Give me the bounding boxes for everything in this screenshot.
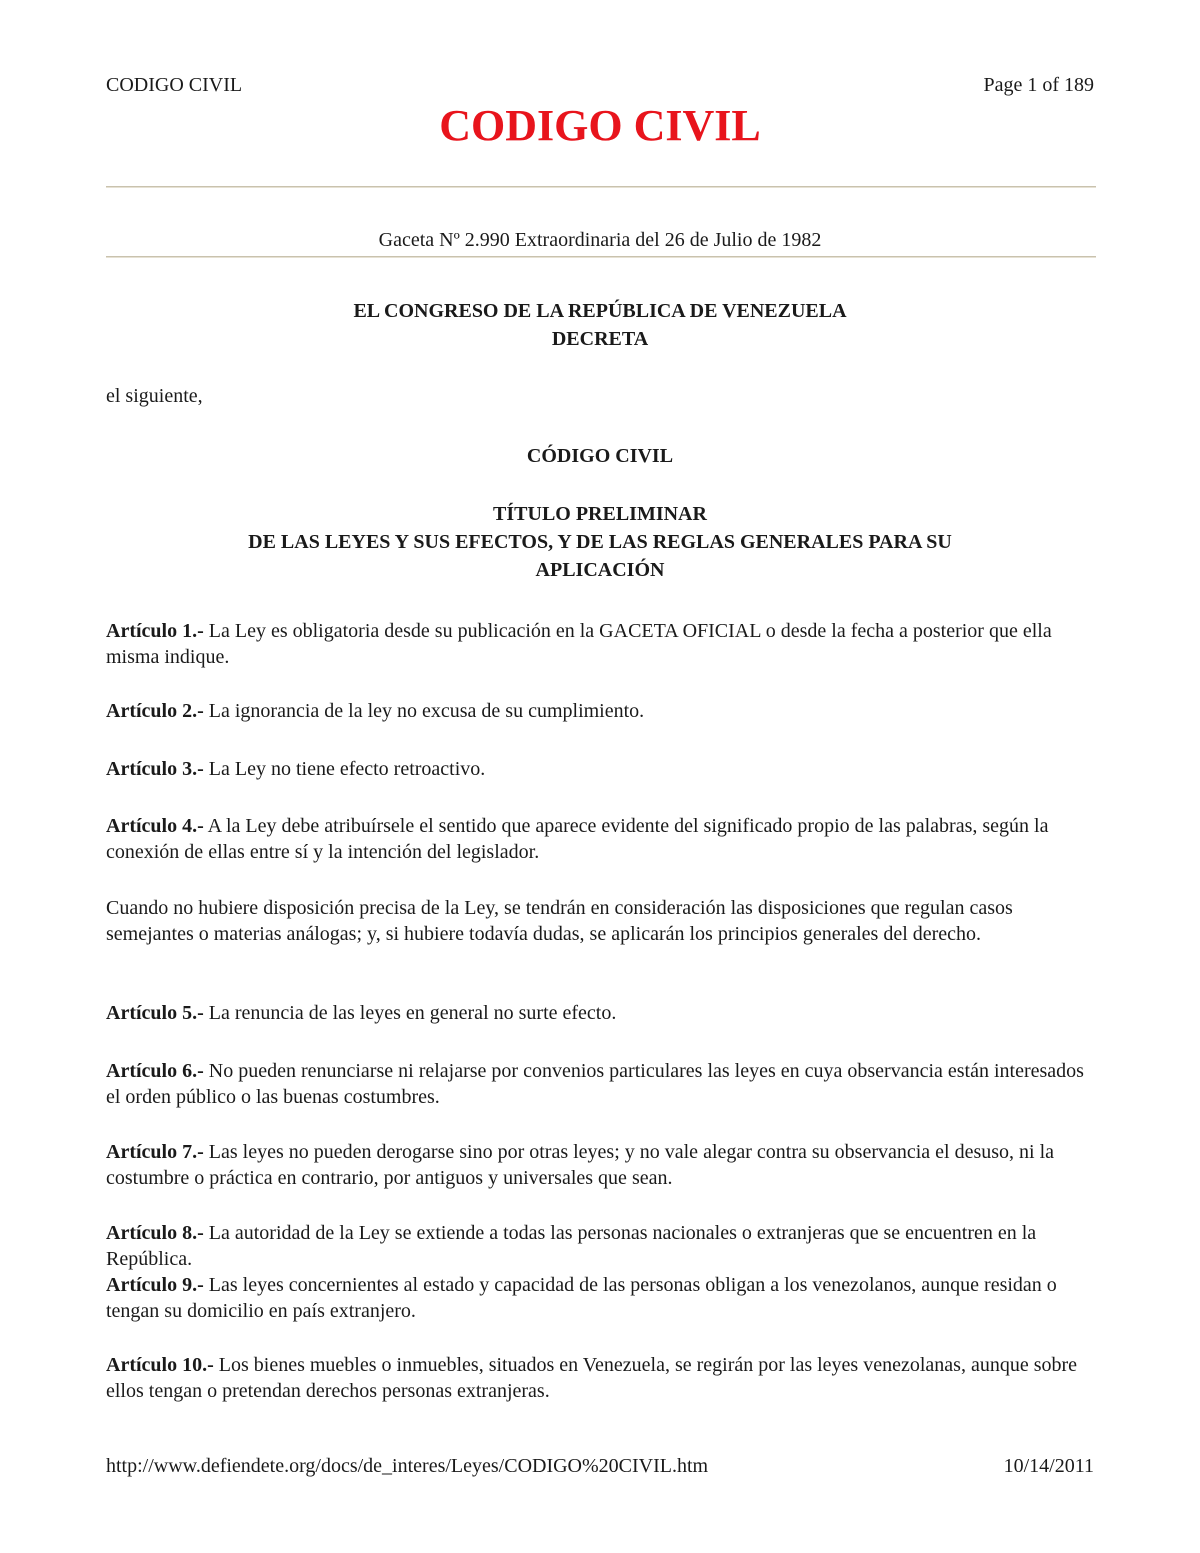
article-label: Artículo 6.-	[106, 1060, 204, 1082]
article-10	[106, 1352, 1096, 1404]
decreta-line: DECRETA	[551, 328, 649, 350]
article-text: La Ley no tiene efecto retroactivo.	[203, 758, 486, 780]
article-label: Artículo 4.-	[106, 815, 204, 837]
article-text: La autoridad de la Ley se extiende a todas las personas nacionales o extranjeras que se encuentren en la República.	[106, 1222, 1037, 1270]
article-text: No pueden renunciarse ni relajarse por convenios particulares las leyes en cuya observancia están interesados el orden público o las buenas costumbres.	[106, 1060, 1084, 1108]
article-label: Artículo 10.-	[106, 1354, 214, 1376]
page-header-title: CODIGO CIVIL	[106, 74, 243, 96]
divider	[106, 256, 1096, 258]
article-label: Artículo 7.-	[106, 1141, 204, 1163]
source-url: http://www.defiendete.org/docs/de_interes/Leyes/CODIGO%20CIVIL.htm	[106, 1455, 709, 1477]
article-text: Los bienes muebles o inmuebles, situados en Venezuela, se regirán por las leyes venezolanas, aunque sobre ellos tengan o pretendan derechos personas extranjeras.	[106, 1354, 1078, 1402]
titulo-line: TÍTULO PRELIMINAR	[493, 503, 707, 525]
article-6	[106, 1058, 1096, 1110]
titulo-line: DE LAS LEYES Y SUS EFECTOS, Y DE LAS REGLAS GENERALES PARA SU	[248, 531, 952, 553]
divider	[106, 186, 1096, 188]
article-label: Artículo 3.-	[106, 758, 204, 780]
congreso-heading	[0, 297, 1200, 353]
congreso-line: EL CONGRESO DE LA REPÚBLICA DE VENEZUELA	[353, 300, 847, 322]
gaceta-reference: Gaceta Nº 2.990 Extraordinaria del 26 de Julio de 1982	[378, 229, 822, 251]
article-text: A la Ley debe atribuírsele el sentido que aparece evidente del significado propio de las palabras, según la conexión de ellas entre sí y la intención del legislador.	[106, 815, 1049, 863]
page-number: Page 1 of 189	[983, 74, 1094, 96]
print-date: 10/14/2011	[1003, 1455, 1094, 1477]
article-7	[106, 1139, 1096, 1191]
article-label: Artículo 1.-	[106, 620, 204, 642]
article-text: La Ley es obligatoria desde su publicación en la GACETA OFICIAL o desde la fecha a posterior que ella misma indique.	[106, 620, 1052, 668]
article-4	[106, 813, 1096, 865]
article-text: La ignorancia de la ley no excusa de su cumplimiento.	[203, 700, 645, 722]
article-label: Artículo 9.-	[106, 1274, 204, 1296]
article-9	[106, 1272, 1096, 1324]
article-2	[106, 698, 1096, 724]
article-5	[106, 1000, 1096, 1026]
article-label: Artículo 5.-	[106, 1002, 204, 1024]
article-text: La renuncia de las leyes en general no surte efecto.	[203, 1002, 617, 1024]
document-title: CODIGO CIVIL	[439, 101, 761, 150]
article-text: Las leyes no pueden derogarse sino por otras leyes; y no vale alegar contra su observancia el desuso, ni la costumbre o práctica en contrario, por antiguos y universales que sean.	[106, 1141, 1055, 1189]
article-text: Cuando no hubiere disposición precisa de la Ley, se tendrán en consideración las disposiciones que regulan casos semejantes o materias análogas; y, si hubiere todavía dudas, se aplicarán los principios generales del derecho.	[106, 897, 1013, 945]
titulo-line: APLICACIÓN	[535, 559, 665, 581]
article-4-paragraph-2	[106, 895, 1096, 947]
article-text: Las leyes concernientes al estado y capacidad de las personas obligan a los venezolanos, aunque residan o tengan su domicilio en país extranjero.	[106, 1274, 1057, 1322]
article-3	[106, 756, 1096, 782]
article-1	[106, 618, 1096, 670]
codigo-heading: CÓDIGO CIVIL	[526, 445, 674, 467]
article-8	[106, 1220, 1096, 1272]
article-label: Artículo 8.-	[106, 1222, 204, 1244]
article-label: Artículo 2.-	[106, 700, 204, 722]
titulo-heading	[0, 500, 1200, 584]
intro-text: el siguiente,	[106, 385, 203, 407]
